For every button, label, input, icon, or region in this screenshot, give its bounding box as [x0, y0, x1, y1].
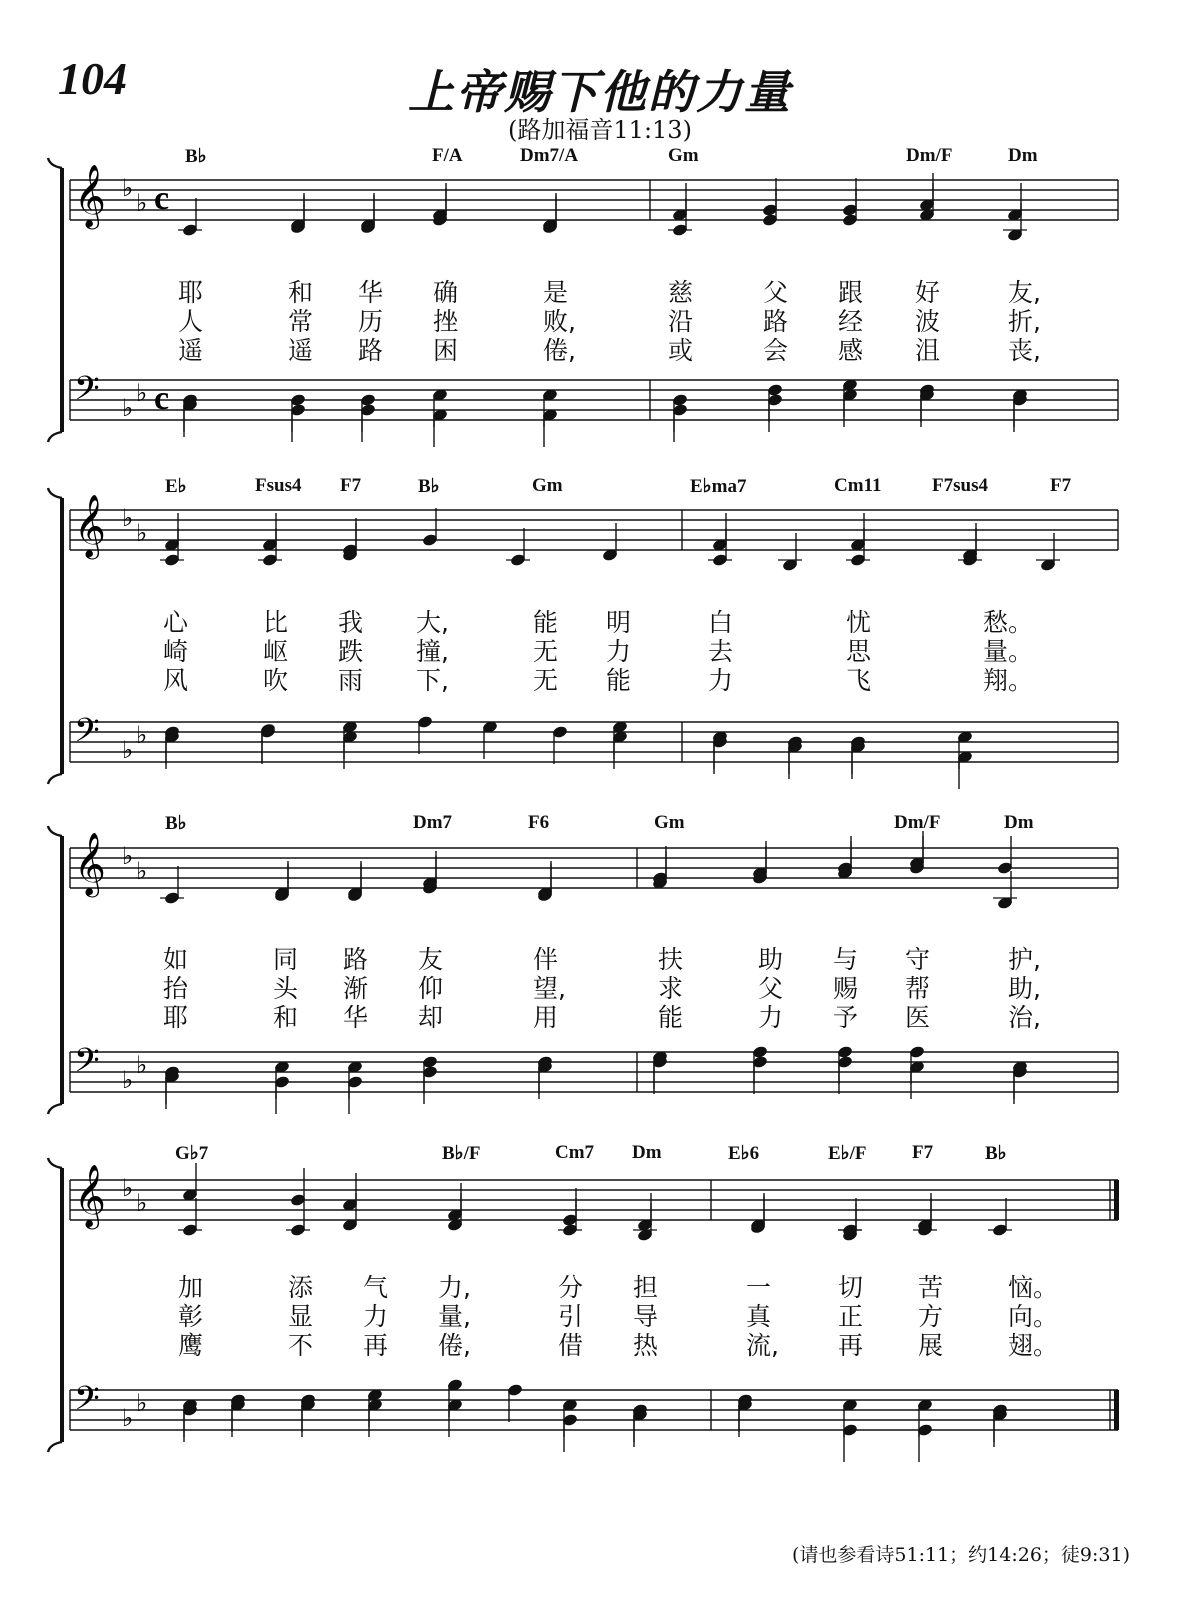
lyric-syllable: 望, — [533, 974, 566, 1003]
lyric-syllable: 同 — [273, 945, 299, 974]
treble-clef-icon: 𝄞 — [74, 494, 106, 557]
lyric-syllable: 力 — [708, 666, 734, 695]
lyric-syllable: 耶 — [163, 1003, 189, 1032]
chord-symbol: F/A — [432, 145, 463, 166]
treble-notes — [160, 831, 1017, 910]
lyric-syllable: 去 — [708, 637, 734, 666]
lyric-syllable: 守 — [905, 945, 931, 974]
lyric-syllable: 展 — [918, 1331, 944, 1360]
lyric-syllable: 气 — [363, 1273, 389, 1302]
chord-symbol: E♭/F — [828, 1143, 867, 1164]
bass-staff — [70, 1042, 1118, 1094]
lyric-syllable: 鹰 — [178, 1331, 204, 1360]
lyric-syllable: 向。 — [1008, 1302, 1059, 1331]
lyric-syllable: 遥 — [288, 336, 314, 365]
flat-icon: ♭ — [122, 1066, 134, 1094]
lyric-syllable: 和 — [273, 1003, 299, 1032]
chord-symbol: Fsus4 — [255, 475, 302, 496]
lyric-syllable: 用 — [533, 1003, 559, 1032]
lyric-syllable: 分 — [558, 1273, 584, 1302]
lyric-syllable: 求 — [658, 974, 684, 1003]
lyric-syllable: 无 — [533, 666, 559, 695]
lyric-syllable: 彰 — [178, 1302, 204, 1331]
flat-icon: ♭ — [136, 857, 148, 885]
lyric-syllable: 加 — [178, 1273, 204, 1302]
bass-clef-icon: 𝄢 — [74, 1380, 100, 1426]
chord-symbol: F7 — [1050, 475, 1072, 496]
lyric-syllable: 沿 — [668, 307, 694, 336]
lyric-syllable: 助, — [1008, 974, 1041, 1003]
bass-staff — [70, 1380, 1118, 1432]
system-bracket — [48, 1158, 62, 1452]
lyric-syllable: 显 — [288, 1302, 314, 1331]
lyric-syllable: 治, — [1008, 1003, 1041, 1032]
chord-symbol: B♭ — [985, 1143, 1007, 1164]
lyric-syllable: 与 — [833, 945, 859, 974]
bass-clef-icon: 𝄢 — [74, 370, 100, 416]
chord-symbol: Dm — [1004, 812, 1034, 833]
lyric-syllable: 力 — [606, 637, 632, 666]
bass-staff — [70, 370, 1118, 422]
chord-symbol: F6 — [528, 812, 550, 833]
lyric-syllable: 飞 — [846, 666, 872, 695]
lyric-syllable: 比 — [263, 608, 289, 637]
treble-clef-icon: 𝄞 — [74, 832, 106, 895]
chord-symbol: B♭/F — [442, 1143, 481, 1164]
system-bracket — [48, 158, 62, 442]
lyric-syllable: 雨 — [338, 666, 364, 695]
lyric-syllable: 友, — [1008, 278, 1041, 307]
chord-symbol: F7sus4 — [932, 475, 988, 496]
lyric-syllable: 和 — [288, 278, 314, 307]
lyric-syllable: 倦, — [438, 1331, 471, 1360]
lyric-syllable: 感 — [838, 336, 864, 365]
lyric-syllable: 正 — [838, 1302, 864, 1331]
lyric-syllable: 方 — [918, 1302, 944, 1331]
common-time-icon: c — [154, 380, 170, 417]
chord-symbol: B♭ — [165, 813, 187, 834]
lyric-syllable: 苦 — [918, 1273, 944, 1302]
chord-symbol: Dm — [632, 1142, 662, 1163]
lyric-syllable: 路 — [343, 945, 369, 974]
flat-icon: ♭ — [136, 1189, 148, 1217]
lyric-syllable: 助 — [758, 945, 784, 974]
treble-staff — [70, 832, 1118, 898]
lyric-syllable: 或 — [668, 336, 694, 365]
lyric-syllable: 常 — [288, 307, 314, 336]
lyric-syllable: 热 — [633, 1331, 659, 1360]
lyric-syllable: 华 — [343, 1003, 369, 1032]
lyric-syllable: 沮 — [915, 336, 941, 365]
chord-symbol: Gm — [654, 812, 685, 833]
lyric-syllable: 历 — [358, 307, 384, 336]
treble-staff — [70, 1164, 1118, 1230]
system-bracket — [48, 826, 62, 1114]
lyric-syllable: 耶 — [178, 278, 204, 307]
lyric-syllable: 赐 — [833, 974, 859, 1003]
lyric-syllable: 是 — [543, 278, 569, 307]
system-bracket — [48, 488, 62, 784]
lyric-syllable: 下, — [416, 666, 449, 695]
lyric-syllable: 好 — [915, 278, 941, 307]
lyric-syllable: 如 — [163, 945, 189, 974]
chord-symbol: Dm7/A — [520, 145, 579, 166]
lyric-syllable: 引 — [558, 1302, 584, 1331]
treble-notes — [178, 1163, 1012, 1242]
bass-clef-icon: 𝄢 — [74, 712, 100, 758]
lyric-syllable: 丧, — [1008, 336, 1041, 365]
lyric-syllable: 挫 — [433, 307, 459, 336]
lyric-syllable: 添 — [288, 1273, 314, 1302]
flat-icon: ♭ — [136, 1389, 148, 1417]
lyric-syllable: 予 — [833, 1003, 859, 1032]
flat-icon: ♭ — [136, 721, 148, 749]
hymn-number: 104 — [58, 53, 127, 104]
lyric-syllable: 会 — [763, 336, 789, 365]
treble-notes — [178, 173, 1027, 242]
lyric-syllable: 心 — [163, 608, 189, 637]
lyric-syllable: 败, — [543, 307, 576, 336]
lyric-syllable: 导 — [633, 1302, 659, 1331]
treble-clef-icon: 𝄞 — [74, 1164, 106, 1227]
lyric-syllable: 岖 — [263, 637, 289, 666]
chord-symbol: B♭ — [185, 146, 207, 167]
lyric-syllable: 确 — [433, 278, 459, 307]
lyric-syllable: 跟 — [838, 278, 864, 307]
flat-icon: ♭ — [122, 1404, 134, 1432]
flat-icon: ♭ — [122, 736, 134, 764]
chord-symbol: F7 — [340, 475, 362, 496]
lyric-syllable: 翅。 — [1008, 1331, 1059, 1360]
lyric-syllable: 父 — [758, 974, 784, 1003]
lyric-syllable: 再 — [838, 1331, 864, 1360]
lyric-syllable: 倦, — [543, 336, 576, 365]
lyric-syllable: 能 — [606, 666, 632, 695]
lyric-syllable: 不 — [288, 1331, 314, 1360]
lyric-syllable: 无 — [533, 637, 559, 666]
lyric-syllable: 帮 — [905, 974, 931, 1003]
lyric-syllable: 我 — [338, 608, 364, 637]
lyric-syllable: 真 — [746, 1302, 772, 1331]
chord-symbol: E♭ma7 — [690, 476, 747, 497]
chord-symbol: Dm7 — [413, 812, 453, 833]
bass-notes — [164, 1045, 1029, 1114]
lyric-syllable: 华 — [358, 278, 384, 307]
common-time-icon: c — [154, 180, 170, 217]
chord-symbol: Dm/F — [894, 812, 941, 833]
lyric-syllable: 大, — [416, 608, 449, 637]
lyric-syllable: 恼。 — [1008, 1273, 1059, 1302]
flat-icon: ♭ — [136, 379, 148, 407]
flat-icon: ♭ — [136, 1051, 148, 1079]
flat-icon: ♭ — [122, 394, 134, 422]
lyric-syllable: 白 — [708, 608, 734, 637]
lyric-syllable: 抬 — [163, 974, 189, 1003]
lyric-syllable: 思 — [846, 637, 872, 666]
lyric-syllable: 波 — [915, 307, 941, 336]
lyric-syllable: 借 — [558, 1331, 584, 1360]
lyric-syllable: 切 — [838, 1273, 864, 1302]
chord-symbol: Dm/F — [906, 145, 953, 166]
flat-icon: ♭ — [122, 842, 134, 870]
lyric-syllable: 撞, — [416, 637, 449, 666]
lyric-syllable: 明 — [606, 608, 632, 637]
lyric-syllable: 人 — [178, 307, 204, 336]
chord-symbol: Dm — [1008, 145, 1038, 166]
lyric-syllable: 路 — [763, 307, 789, 336]
lyric-syllable: 量。 — [983, 637, 1034, 666]
flat-icon: ♭ — [122, 174, 134, 202]
lyric-syllable: 仰 — [418, 974, 444, 1003]
chord-symbol: Cm11 — [834, 475, 882, 496]
hymn-title: 上帝赐下他的力量 — [408, 65, 792, 119]
lyric-syllable: 能 — [533, 608, 559, 637]
chord-symbol: Gm — [668, 145, 699, 166]
lyric-syllable: 崎 — [163, 637, 189, 666]
lyric-syllable: 翔。 — [983, 666, 1034, 695]
lyric-syllable: 渐 — [343, 974, 369, 1003]
final-bar-line — [1114, 1180, 1119, 1220]
lyric-syllable: 流, — [746, 1331, 779, 1360]
scripture-reference: (路加福音11:13) — [508, 116, 692, 144]
lyric-syllable: 折, — [1008, 307, 1041, 336]
lyric-syllable: 友 — [418, 945, 444, 974]
lyric-syllable: 量, — [438, 1302, 471, 1331]
lyric-syllable: 愁。 — [983, 608, 1034, 637]
treble-staff — [70, 494, 1118, 560]
chord-symbol: Cm7 — [555, 1142, 595, 1163]
chord-symbol: E♭6 — [728, 1143, 760, 1164]
flat-icon: ♭ — [136, 519, 148, 547]
chord-symbol: F7 — [912, 1142, 934, 1163]
lyric-syllable: 头 — [273, 974, 299, 1003]
chord-symbol: Gm — [532, 475, 563, 496]
chord-symbol: B♭ — [418, 476, 440, 497]
lyric-syllable: 慈 — [668, 278, 694, 307]
cross-references: (请也参看诗51:11；约14:26；徒9:31) — [791, 1544, 1130, 1566]
lyric-syllable: 扶 — [658, 945, 684, 974]
lyric-syllable: 路 — [358, 336, 384, 365]
flat-icon: ♭ — [122, 1174, 134, 1202]
lyric-syllable: 忧 — [846, 608, 872, 637]
lyric-syllable: 困 — [433, 336, 459, 365]
lyric-syllable: 跌 — [338, 637, 364, 666]
lyric-syllable: 护, — [1008, 945, 1041, 974]
lyric-syllable: 力 — [758, 1003, 784, 1032]
lyric-syllable: 风 — [163, 666, 189, 695]
lyric-syllable: 吹 — [263, 666, 289, 695]
lyric-syllable: 一 — [746, 1273, 772, 1302]
chord-symbol: E♭ — [165, 476, 187, 497]
lyric-syllable: 经 — [838, 307, 864, 336]
lyric-syllable: 担 — [633, 1273, 659, 1302]
treble-staff — [70, 164, 1118, 230]
lyric-syllable: 医 — [905, 1003, 931, 1032]
bass-clef-icon: 𝄢 — [74, 1042, 100, 1088]
lyric-syllable: 遥 — [178, 336, 204, 365]
lyric-syllable: 伴 — [533, 945, 559, 974]
lyric-syllable: 力, — [438, 1273, 471, 1302]
lyric-syllable: 父 — [763, 278, 789, 307]
treble-clef-icon: 𝄞 — [74, 164, 106, 227]
lyric-syllable: 再 — [363, 1331, 389, 1360]
final-bar-line — [1114, 1390, 1119, 1430]
lyric-syllable: 能 — [658, 1003, 684, 1032]
flat-icon: ♭ — [122, 504, 134, 532]
lyric-syllable: 力 — [363, 1302, 389, 1331]
lyric-syllable: 却 — [418, 1003, 444, 1032]
flat-icon: ♭ — [136, 189, 148, 217]
bass-notes — [182, 378, 1029, 447]
chord-symbol: G♭7 — [175, 1143, 209, 1164]
